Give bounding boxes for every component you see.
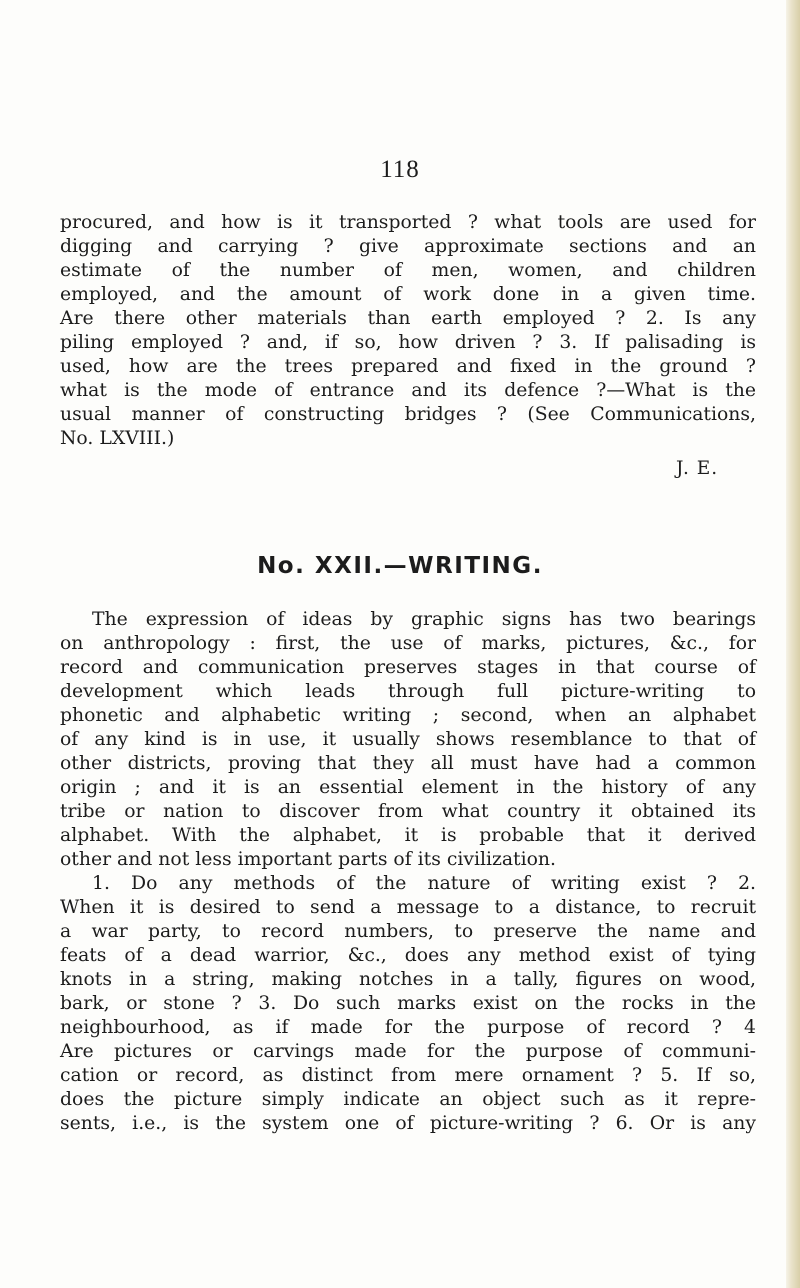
text-line: other and not less important parts of its civilization.	[60, 849, 556, 870]
text-line: other districts, proving that they all must have had a common	[60, 753, 756, 774]
text-line: Are there other materials than earth employed ? 2. Is any	[60, 308, 756, 329]
text-line: bark, or stone ? 3. Do such marks exist on the rocks in the	[60, 993, 756, 1014]
text-line: No. LXVIII.)	[60, 428, 175, 449]
text-line: does the picture simply indicate an object such as it repre-	[60, 1089, 756, 1110]
intro-paragraph	[60, 608, 756, 872]
text-line: Are pictures or carvings made for the purpose of communi-	[60, 1041, 756, 1062]
text-line: a war party, to record numbers, to preserve the name and	[60, 921, 756, 942]
text-line: estimate of the number of men, women, and children	[60, 260, 756, 281]
text-line: digging and carrying ? give approximate sections and an	[60, 236, 756, 257]
text-line: 1. Do any methods of the nature of writing exist ? 2.	[92, 873, 756, 894]
page-binding-edge	[786, 0, 800, 1288]
text-line: tribe or nation to discover from what country it obtained its	[60, 801, 756, 822]
text-line: When it is desired to send a message to a distance, to recruit	[60, 897, 756, 918]
text-line: record and communication preserves stages in that course of	[60, 657, 756, 678]
text-line: development which leads through full picture-writing to	[60, 681, 756, 702]
text-line: used, how are the trees prepared and fixed in the ground ?	[60, 356, 756, 377]
text-line: origin ; and it is an essential element in the history of any	[60, 777, 756, 798]
text-line: sents, i.e., is the system one of picture-writing ? 6. Or is any	[60, 1113, 756, 1134]
author-signature: J. E.	[676, 458, 719, 479]
continuation-paragraph	[60, 211, 756, 451]
text-line: what is the mode of entrance and its defence ?—What is the	[60, 380, 756, 401]
text-line: employed, and the amount of work done in a given time.	[60, 284, 756, 305]
text-line: piling employed ? and, if so, how driven ? 3. If palisading is	[60, 332, 756, 353]
text-line: The expression of ideas by graphic signs has two bearings	[92, 609, 756, 630]
text-line: procured, and how is it transported ? what tools are used for	[60, 212, 756, 233]
text-line: alphabet. With the alphabet, it is probable that it derived	[60, 825, 756, 846]
text-line: of any kind is in use, it usually shows resemblance to that of	[60, 729, 756, 750]
text-line: neighbourhood, as if made for the purpose of record ? 4	[60, 1017, 756, 1038]
page-number: 118	[380, 156, 420, 183]
text-line: cation or record, as distinct from mere ornament ? 5. If so,	[60, 1065, 756, 1086]
text-line: on anthropology : first, the use of marks, pictures, &c., for	[60, 633, 756, 654]
questions-paragraph	[60, 872, 756, 1136]
text-line: feats of a dead warrior, &c., does any method exist of tying	[60, 945, 756, 966]
text-line: phonetic and alphabetic writing ; second, when an alphabet	[60, 705, 756, 726]
section-heading: No. XXII.—WRITING.	[257, 553, 543, 579]
text-line: usual manner of constructing bridges ? (See Communications,	[60, 404, 756, 425]
text-line: knots in a string, making notches in a tally, figures on wood,	[60, 969, 756, 990]
